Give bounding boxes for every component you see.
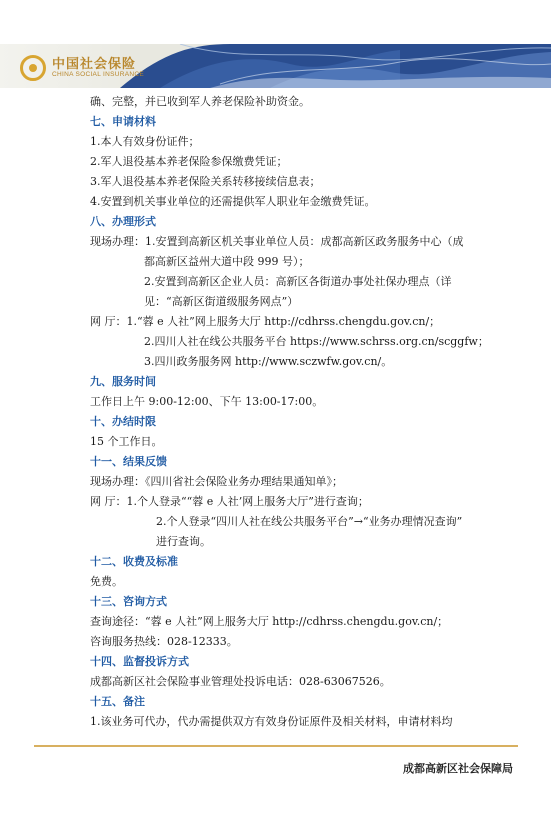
body-line: 现场办理：1.安置到高新区机关事业单位人员：成都高新区政务服务中心（成 <box>90 235 464 248</box>
body-line: 网 厅：1.“蓉 e 人社”网上服务大厅 http://cdhrss.chengdu.gov.cn/； <box>90 315 441 328</box>
body-line: 免费。 <box>90 575 123 588</box>
body-line: 2.军人退役基本养老保险参保缴费凭证； <box>90 155 288 168</box>
header-wave-banner <box>120 44 551 88</box>
section-heading: 八、办理形式 <box>90 215 156 228</box>
section-heading: 十四、监督投诉方式 <box>90 655 189 668</box>
page-header <box>0 0 551 88</box>
body-line: 咨询服务热线：028-12333。 <box>90 635 238 648</box>
body-line-indented: 2.安置到高新区企业人员：高新区各街道办事处社保办理点（详 <box>144 275 452 288</box>
body-line-indented: 都高新区益州大道中段 999 号）； <box>144 255 310 268</box>
social-insurance-logo-icon <box>20 55 46 81</box>
body-line-indented: 2.个人登录“四川人社在线公共服务平台”→“业务办理情况查询” <box>156 515 463 528</box>
body-line: 3.军人退役基本养老保险关系转移接续信息表； <box>90 175 321 188</box>
section-heading: 七、申请材料 <box>90 115 156 128</box>
body-line-indented: 3.四川政务服务网 http://www.sczwfw.gov.cn/。 <box>144 355 393 368</box>
section-heading: 十、办结时限 <box>90 415 156 428</box>
section-heading: 十三、咨询方式 <box>90 595 167 608</box>
footer-organization: 成都高新区社会保障局 <box>403 762 513 775</box>
logo-text-cn: 中国社会保险 <box>52 56 137 72</box>
document-body <box>90 92 490 732</box>
section-heading: 十二、收费及标准 <box>90 555 178 568</box>
body-line: 查询途径：“蓉 e 人社”网上服务大厅 http://cdhrss.chengdu.gov.cn/； <box>90 615 449 628</box>
logo <box>20 55 144 81</box>
body-line: 现场办理：《四川省社会保险业务办理结果通知单》； <box>90 475 343 488</box>
body-line: 15 个工作日。 <box>90 435 163 448</box>
body-line: 成都高新区社会保险事业管理处投诉电话：028-63067526。 <box>90 675 391 688</box>
section-heading: 九、服务时间 <box>90 375 156 388</box>
body-line: 1.本人有效身份证件； <box>90 135 200 148</box>
footer-divider <box>34 745 518 747</box>
body-line: 工作日上午 9:00-12:00、下午 13:00-17:00。 <box>90 395 324 408</box>
body-line-indented: 见：“高新区街道级服务网点”） <box>144 295 299 308</box>
body-line: 网 厅：1.个人登录““蓉 e 人社’网上服务大厅”进行查询； <box>90 495 369 508</box>
body-line: 4.安置到机关事业单位的还需提供军人职业年金缴费凭证。 <box>90 195 376 208</box>
body-line-indented: 2.四川人社在线公共服务平台 https://www.schrss.org.cn/scggfw； <box>144 335 489 348</box>
body-line: 1.该业务可代办，代办需提供双方有效身份证原件及相关材料，申请材料均 <box>90 715 453 728</box>
body-line: 确、完整，并已收到军人养老保险补助资金。 <box>90 95 310 108</box>
logo-text-en: CHINA SOCIAL INSURANCE <box>52 71 144 79</box>
section-heading: 十五、备注 <box>90 695 145 708</box>
section-heading: 十一、结果反馈 <box>90 455 167 468</box>
body-line-indented: 进行查询。 <box>156 535 211 548</box>
